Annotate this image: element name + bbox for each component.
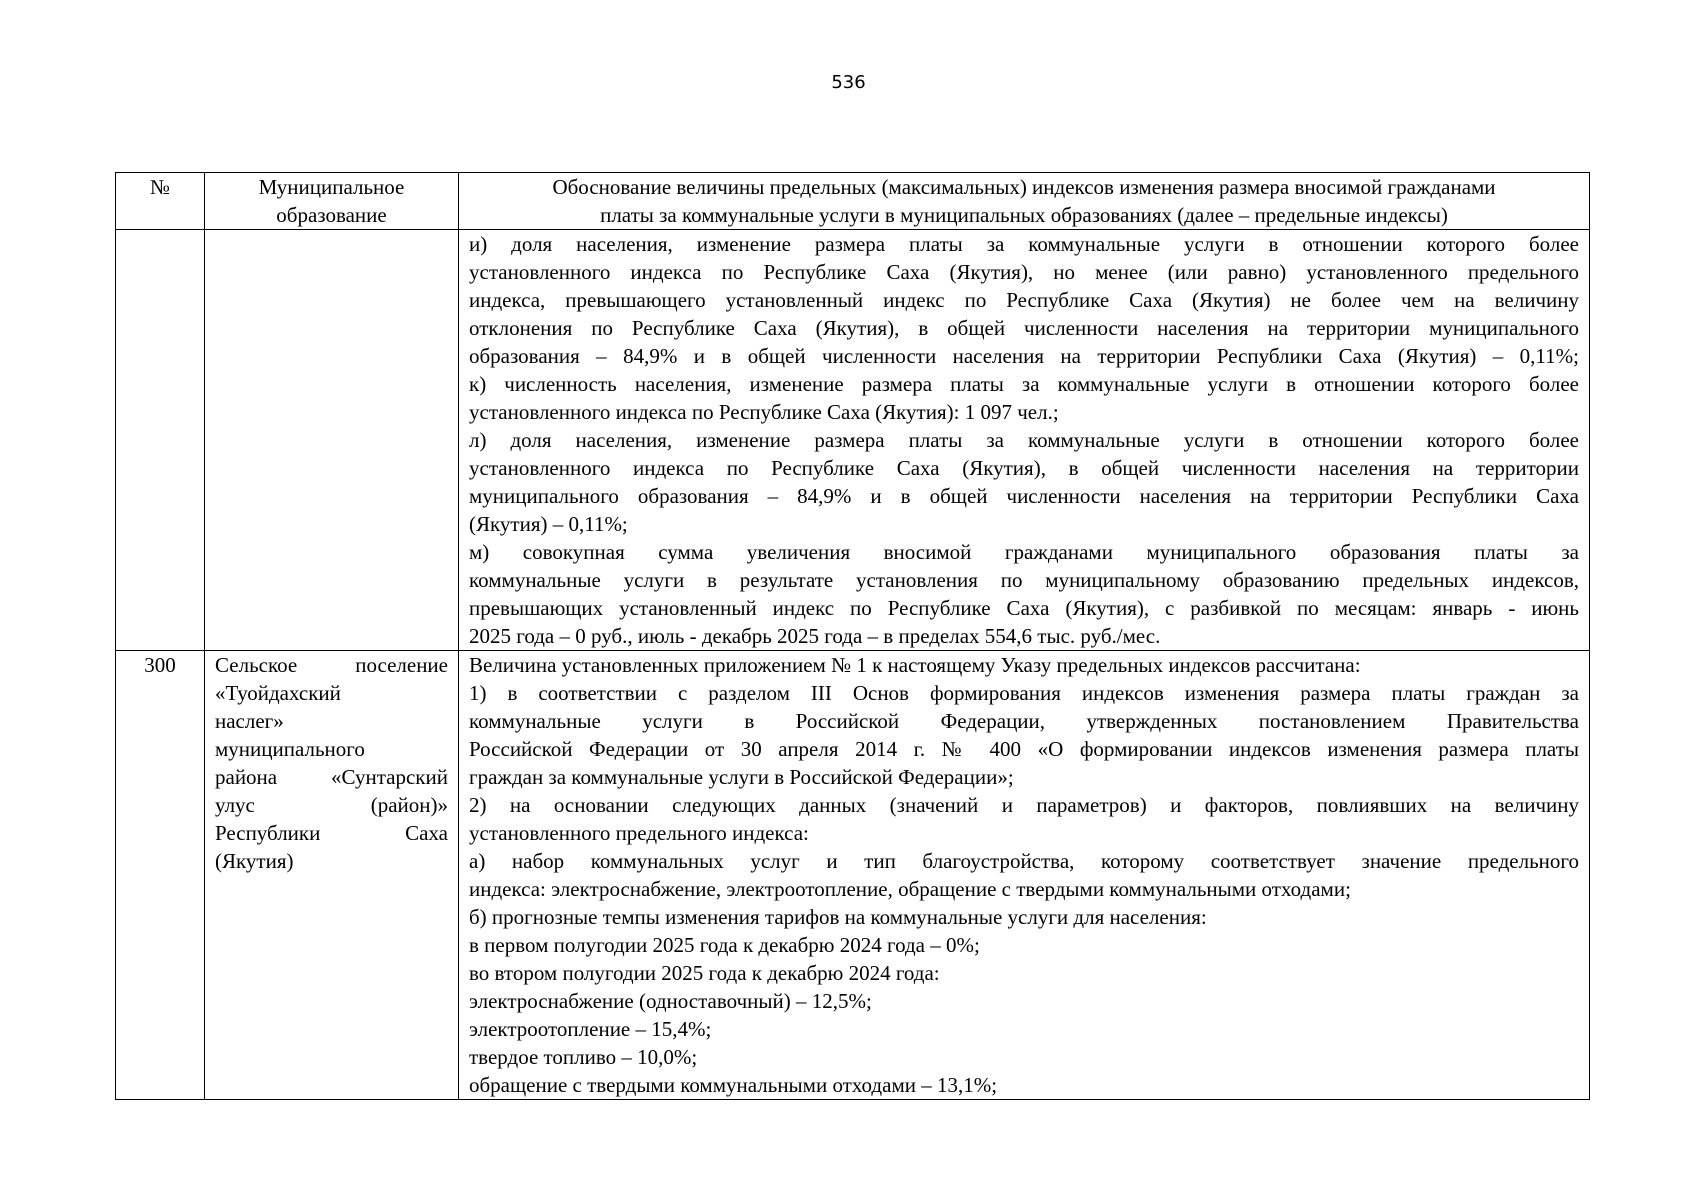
- municipality-line: муниципального: [215, 737, 365, 761]
- header-number: №: [116, 173, 205, 230]
- row-justification: [459, 651, 1590, 1100]
- text-line: а) набор коммунальных услуг и тип благоустройства, которому соответствует значение предельного: [469, 849, 1579, 873]
- row-justification: [459, 230, 1590, 651]
- header-justification: [459, 173, 1590, 230]
- text-line: индекса: электроснабжение, электроотопление, обращение с твердыми коммунальными отходами;: [469, 877, 1351, 901]
- municipality-line: наслег»: [215, 709, 284, 733]
- text-line: в первом полугодии 2025 года к декабрю 2024 года – 0%;: [469, 933, 980, 957]
- text-line: электроотопление – 15,4%;: [469, 1017, 712, 1041]
- text-line: (Якутия) – 0,11%;: [469, 512, 628, 536]
- header-justification-line: платы за коммунальные услуги в муниципальных образованиях (далее – предельные индексы): [600, 203, 1448, 227]
- text-line: граждан за коммунальные услуги в Российской Федерации»;: [469, 765, 1014, 789]
- text-line: 2025 года – 0 руб., июль - декабрь 2025 года – в пределах 554,6 тыс. руб./мес.: [469, 624, 1161, 648]
- text-line: л) доля населения, изменение размера платы за коммунальные услуги в отношении которого более: [469, 428, 1579, 452]
- text-line: б) прогнозные темпы изменения тарифов на коммунальные услуги для населения:: [469, 905, 1207, 929]
- text-line: отклонения по Республике Саха (Якутия), в общей численности населения на территории муниципального: [469, 316, 1579, 340]
- text-line: коммунальные услуги в результате установления по муниципальному образованию предельных индексов,: [469, 568, 1579, 592]
- table-row: [116, 651, 1590, 1100]
- text-line: установленного предельного индекса:: [469, 821, 809, 845]
- row-number: [116, 230, 205, 651]
- municipality-line: улус (район)»: [215, 793, 448, 817]
- text-line: твердое топливо – 10,0%;: [469, 1045, 698, 1069]
- header-municipality-line: Муниципальное: [258, 175, 405, 199]
- header-municipality-line: образование: [276, 203, 387, 227]
- text-line: индекса, превышающего установленный индекс по Республике Саха (Якутия) не более чем на величину: [469, 288, 1579, 312]
- text-line: превышающих установленный индекс по Республике Саха (Якутия), с разбивкой по месяцам: январь - июнь: [469, 596, 1579, 620]
- page-number: 536: [831, 72, 866, 93]
- text-line: электроснабжение (одноставочный) – 12,5%;: [469, 989, 872, 1013]
- text-line: обращение с твердыми коммунальными отходами – 13,1%;: [469, 1073, 998, 1097]
- text-line: 2) на основании следующих данных (значений и параметров) и факторов, повлиявших на величину: [469, 793, 1579, 817]
- text-line: 1) в соответствии с разделом III Основ формирования индексов изменения размера платы граждан за: [469, 681, 1579, 705]
- municipality-line: Республики Саха: [215, 821, 448, 845]
- text-line: установленного индекса по Республике Саха (Якутия), но менее (или равно) установленного предельного: [469, 260, 1579, 284]
- text-line: установленного индекса по Республике Саха (Якутия): 1 097 чел.;: [469, 400, 1059, 424]
- table-header-row: [116, 173, 1590, 230]
- text-line: к) численность населения, изменение размера платы за коммунальные услуги в отношении которого более: [469, 372, 1579, 396]
- row-number: 300: [116, 651, 205, 1100]
- text-line: коммунальные услуги в Российской Федерации, утвержденных постановлением Правительства: [469, 709, 1579, 733]
- document-table: [115, 172, 1590, 1100]
- text-line: муниципального образования – 84,9% и в общей численности населения на территории Республики Саха: [469, 484, 1579, 508]
- text-line: Величина установленных приложением № 1 к настоящему Указу предельных индексов рассчитана:: [469, 653, 1361, 677]
- header-justification-line: Обоснование величины предельных (максимальных) индексов изменения размера вносимой гражданами: [552, 175, 1496, 199]
- text-line: м) совокупная сумма увеличения вносимой гражданами муниципального образования платы за: [469, 540, 1579, 564]
- municipality-line: Сельское поселение: [215, 653, 448, 677]
- header-municipality: [205, 173, 459, 230]
- municipality-line: района «Сунтарский: [215, 765, 448, 789]
- municipality-line: (Якутия): [215, 849, 294, 873]
- row-municipality: [205, 651, 459, 1100]
- municipality-line: «Туойдахский: [215, 681, 341, 705]
- text-line: во втором полугодии 2025 года к декабрю 2024 года:: [469, 961, 940, 985]
- text-line: образования – 84,9% и в общей численности населения на территории Республики Саха (Якутия) – 0,11%;: [469, 344, 1579, 368]
- text-line: установленного индекса по Республике Саха (Якутия), в общей численности населения на территории: [469, 456, 1579, 480]
- text-line: Российской Федерации от 30 апреля 2014 г. № 400 «О формировании индексов изменения размера платы: [469, 737, 1579, 761]
- row-municipality: [205, 230, 459, 651]
- text-line: и) доля населения, изменение размера платы за коммунальные услуги в отношении которого более: [469, 232, 1579, 256]
- table-row: [116, 230, 1590, 651]
